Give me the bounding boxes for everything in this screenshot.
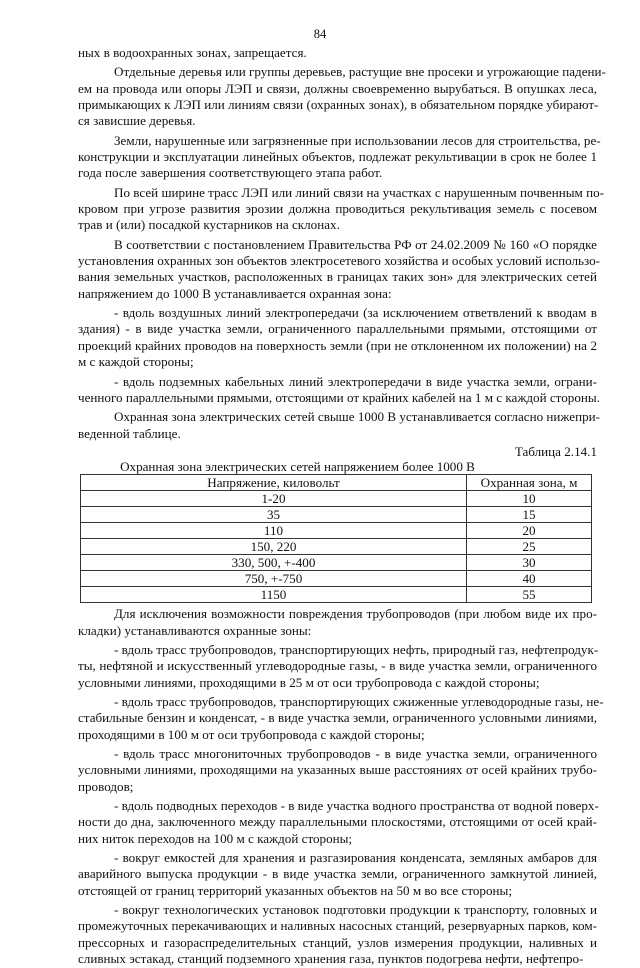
voltage-cell: 1150 — [81, 587, 467, 603]
paragraph — [78, 746, 597, 795]
text-line: условными линиями, проходящими на указанных выше расстояниях от осей крайних трубо- — [78, 762, 597, 778]
paragraph — [78, 236, 601, 303]
voltage-cell: 750, +-750 — [81, 571, 467, 587]
paragraph — [78, 409, 601, 442]
document-body — [78, 45, 606, 968]
text-line: Отдельные деревья или группы деревьев, растущие вне просеки и угрожающие падени- — [114, 64, 606, 80]
paragraph — [78, 642, 597, 691]
table-row — [81, 571, 592, 587]
text-line: - вдоль подводных переходов - в виде участка водного пространства от водной поверх- — [114, 797, 599, 813]
table-row — [81, 507, 592, 523]
text-line: - вдоль трасс трубопроводов, транспортирующих сжиженные углеводородные газы, не- — [114, 693, 604, 709]
text-line: примыкающих к ЛЭП или линиям связи (охранных зонах), в обязательном порядке убирают- — [78, 97, 599, 113]
text-line: - вокруг емкостей для хранения и разгазирования конденсата, земляных амбаров для — [114, 850, 597, 865]
text-line: Земли, нарушенные или загрязненные при использовании лесов для строительства, ре- — [114, 132, 601, 148]
text-line: проходящими в 100 м от оси трубопровода с каждой стороны; — [78, 726, 425, 742]
paragraph — [78, 305, 597, 371]
text-line: стабильные бензин и конденсат, - в виде участка земли, ограниченного условными линиями, — [78, 710, 597, 726]
text-line: веденной таблице. — [78, 425, 181, 441]
text-line: промежуточных перекачивающих и наливных насосных станций, резервуарных парков, ком- — [78, 918, 597, 934]
text-line: ности до дна, заключенного между параллельными плоскостями, отстоящими от осей край- — [78, 814, 597, 830]
text-line: В соответствии с постановлением Правительства РФ от 24.02.2009 № 160 «О порядке — [114, 236, 597, 252]
text-line: условными линиями, проходящими в 25 м от оси трубопровода с каждой стороны; — [78, 674, 540, 690]
text-line: напряжением до 1000 В устанавливается охранная зона: — [78, 285, 392, 301]
zone-cell: 55 — [467, 587, 592, 603]
voltage-cell: 110 — [81, 523, 467, 539]
text-line: - вдоль трасс трубопроводов, транспортирующих нефть, природный газ, нефтепродук- — [114, 641, 599, 657]
zone-cell: 15 — [467, 507, 592, 523]
paragraph — [78, 693, 604, 743]
text-line: Охранная зона электрических сетей свыше 1000 В устанавливается согласно нижепри- — [114, 409, 601, 425]
header-voltage: Напряжение, киловольт — [81, 475, 467, 491]
text-line: здания) - в виде участка земли, ограниченного параллельными прямыми, отстоящими от — [78, 321, 597, 337]
text-line: года после завершения соответствующего этапа работ. — [78, 165, 383, 181]
paragraph — [78, 45, 597, 61]
table-header-row — [81, 475, 592, 491]
text-line: них ниток переходов на 100 м с каждой стороны; — [78, 830, 353, 846]
text-line: установления охранных зон объектов электросетевого хозяйства и особых условий использо- — [78, 253, 601, 269]
voltage-cell: 1-20 — [81, 491, 467, 507]
text-line: аварийного выпуска продукции - в виде участка земли, ограниченного замкнутой линией, — [78, 866, 597, 882]
table-row — [81, 491, 592, 507]
table-row — [81, 523, 592, 539]
table-row — [81, 555, 592, 571]
text-line: кладки) устанавливаются охранные зоны: — [78, 622, 312, 638]
paragraphs-before-table — [78, 45, 606, 442]
zone-cell: 40 — [467, 571, 592, 587]
text-line: проекций крайних проводов на поверхность земли (при не отклоненном их положении) на 2 — [78, 337, 597, 353]
paragraphs-after-table — [78, 606, 604, 967]
text-line: конструкции и эксплуатации линейных объектов, подлежат рекультивации в срок не более 1 — [78, 149, 597, 165]
paragraph — [78, 64, 606, 130]
text-line: ченного параллельными прямыми, отстоящими от крайних кабелей на 1 м с каждой стороны. — [78, 389, 600, 405]
zone-cell: 10 — [467, 491, 592, 507]
paragraph — [78, 184, 604, 234]
zone-cell: 25 — [467, 539, 592, 555]
paragraph — [78, 373, 600, 407]
text-line: ся зависшие деревья. — [78, 113, 196, 129]
text-line: кровом при угрозе развития эрозии должна проводиться рекультивация земель с посевом — [78, 201, 597, 217]
text-line: ем на провода или опоры ЛЭП и связи, должны своевременно вырубаться. В опушках леса, — [78, 80, 597, 96]
text-line: сливных эстакад, станций подземного хранения газа, пунктов подогрева нефти, нефтепро- — [78, 951, 584, 967]
text-line: - вдоль трасс многониточных трубопроводов - в виде участка земли, ограниченного — [114, 745, 597, 761]
text-line: трав и (или) посадкой кустарников на склонах. — [78, 217, 340, 233]
voltage-cell: 330, 500, +-400 — [81, 555, 467, 571]
paragraph — [78, 606, 597, 639]
paragraph — [78, 132, 601, 182]
paragraph — [78, 798, 597, 847]
text-line: отстоящей от границ территорий указанных объектов на 50 м во все стороны; — [78, 882, 512, 898]
zone-cell: 30 — [467, 555, 592, 571]
text-line: прессорных и газораспределительных станций, узлов измерения продукции, наливных и — [78, 934, 597, 950]
text-line: - вдоль воздушных линий электропередачи (за исключением ответвлений к вводам в — [114, 305, 597, 321]
text-line: Для исключения возможности повреждения трубопроводов (при любом виде их про- — [114, 606, 597, 622]
text-line: вания земельных участков, расположенных в границах таких зон» для электрических сетей — [78, 269, 597, 285]
text-line: ных в водоохранных зонах, запрещается. — [78, 45, 307, 60]
text-line: - вокруг технологических установок подготовки продукции к транспорту, головных и — [114, 902, 597, 918]
page-number: 84 — [313, 27, 327, 41]
voltage-cell: 35 — [81, 507, 467, 523]
text-line: м с каждой стороны; — [78, 354, 194, 370]
paragraph — [78, 902, 597, 968]
table-row — [81, 539, 592, 555]
table-row — [81, 587, 592, 603]
table-caption: Охранная зона электрических сетей напряжением более 1000 В — [120, 459, 475, 475]
header-zone: Охранная зона, м — [467, 475, 592, 491]
voltage-cell: 150, 220 — [81, 539, 467, 555]
text-line: ты, нефтяной и искусственный углеводородные газы, - в виде участка земли, ограниченного — [78, 658, 597, 674]
text-line: - вдоль подземных кабельных линий электропередачи в виде участка земли, ограни- — [114, 373, 597, 389]
text-line: По всей ширине трасс ЛЭП или линий связи на участках с нарушенным почвенным по- — [114, 184, 604, 200]
paragraph — [78, 850, 597, 899]
zone-cell: 20 — [467, 523, 592, 539]
text-line: проводов; — [78, 778, 134, 794]
table-number: Таблица 2.14.1 — [514, 443, 597, 459]
protection-zone-table — [80, 474, 592, 603]
